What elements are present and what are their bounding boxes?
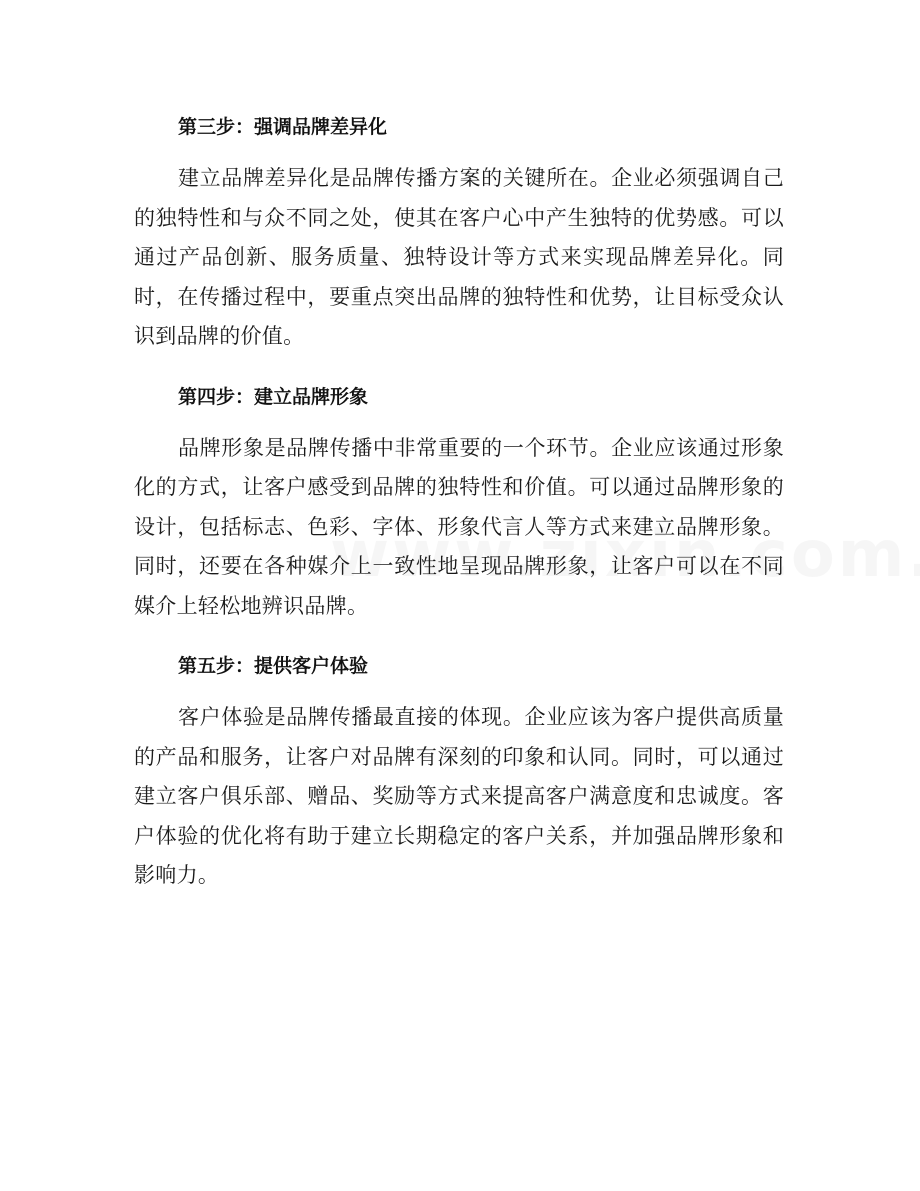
section-heading: 第五步：提供客户体验 <box>178 655 369 677</box>
section-paragraph: 品牌形象是品牌传播中非常重要的一个环节。企业应该通过形象化的方式，让客户感受到品牌的独特性和价值。可以通过品牌形象的设计，包括标志、色彩、字体、形象代言人等方式来建立品牌形象。同时，还要在各种媒介上一致性地呈现品牌形象，让客户可以在不同媒介上轻松地辨识品牌。 <box>134 435 784 618</box>
section-step-three <box>134 105 784 357</box>
section-heading: 第四步：建立品牌形象 <box>178 385 369 408</box>
section-paragraph: 建立品牌差异化是品牌传播方案的关键所在。企业必须强调自己的独特性和与众不同之处，使其在客户心中产生独特的优势感。可以通过产品创新、服务质量、独特设计等方式来实现品牌差异化。同时，在传播过程中，要重点突出品牌的独特性和优势，让目标受众认识到品牌的价值。 <box>134 166 784 348</box>
section-step-four <box>134 375 784 627</box>
section-step-five <box>134 644 784 896</box>
section-paragraph: 客户体验是品牌传播最直接的体现。企业应该为客户提供高质量的产品和服务，让客户对品牌有深刻的印象和认同。同时，可以通过建立客户俱乐部、赠品、奖励等方式来提高客户满意度和忠诚度。客户体验的优化将有助于建立长期稳定的客户关系，并加强品牌形象和影响力。 <box>134 705 784 887</box>
section-heading: 第三步：强调品牌差异化 <box>178 116 388 138</box>
document-body <box>134 105 784 914</box>
